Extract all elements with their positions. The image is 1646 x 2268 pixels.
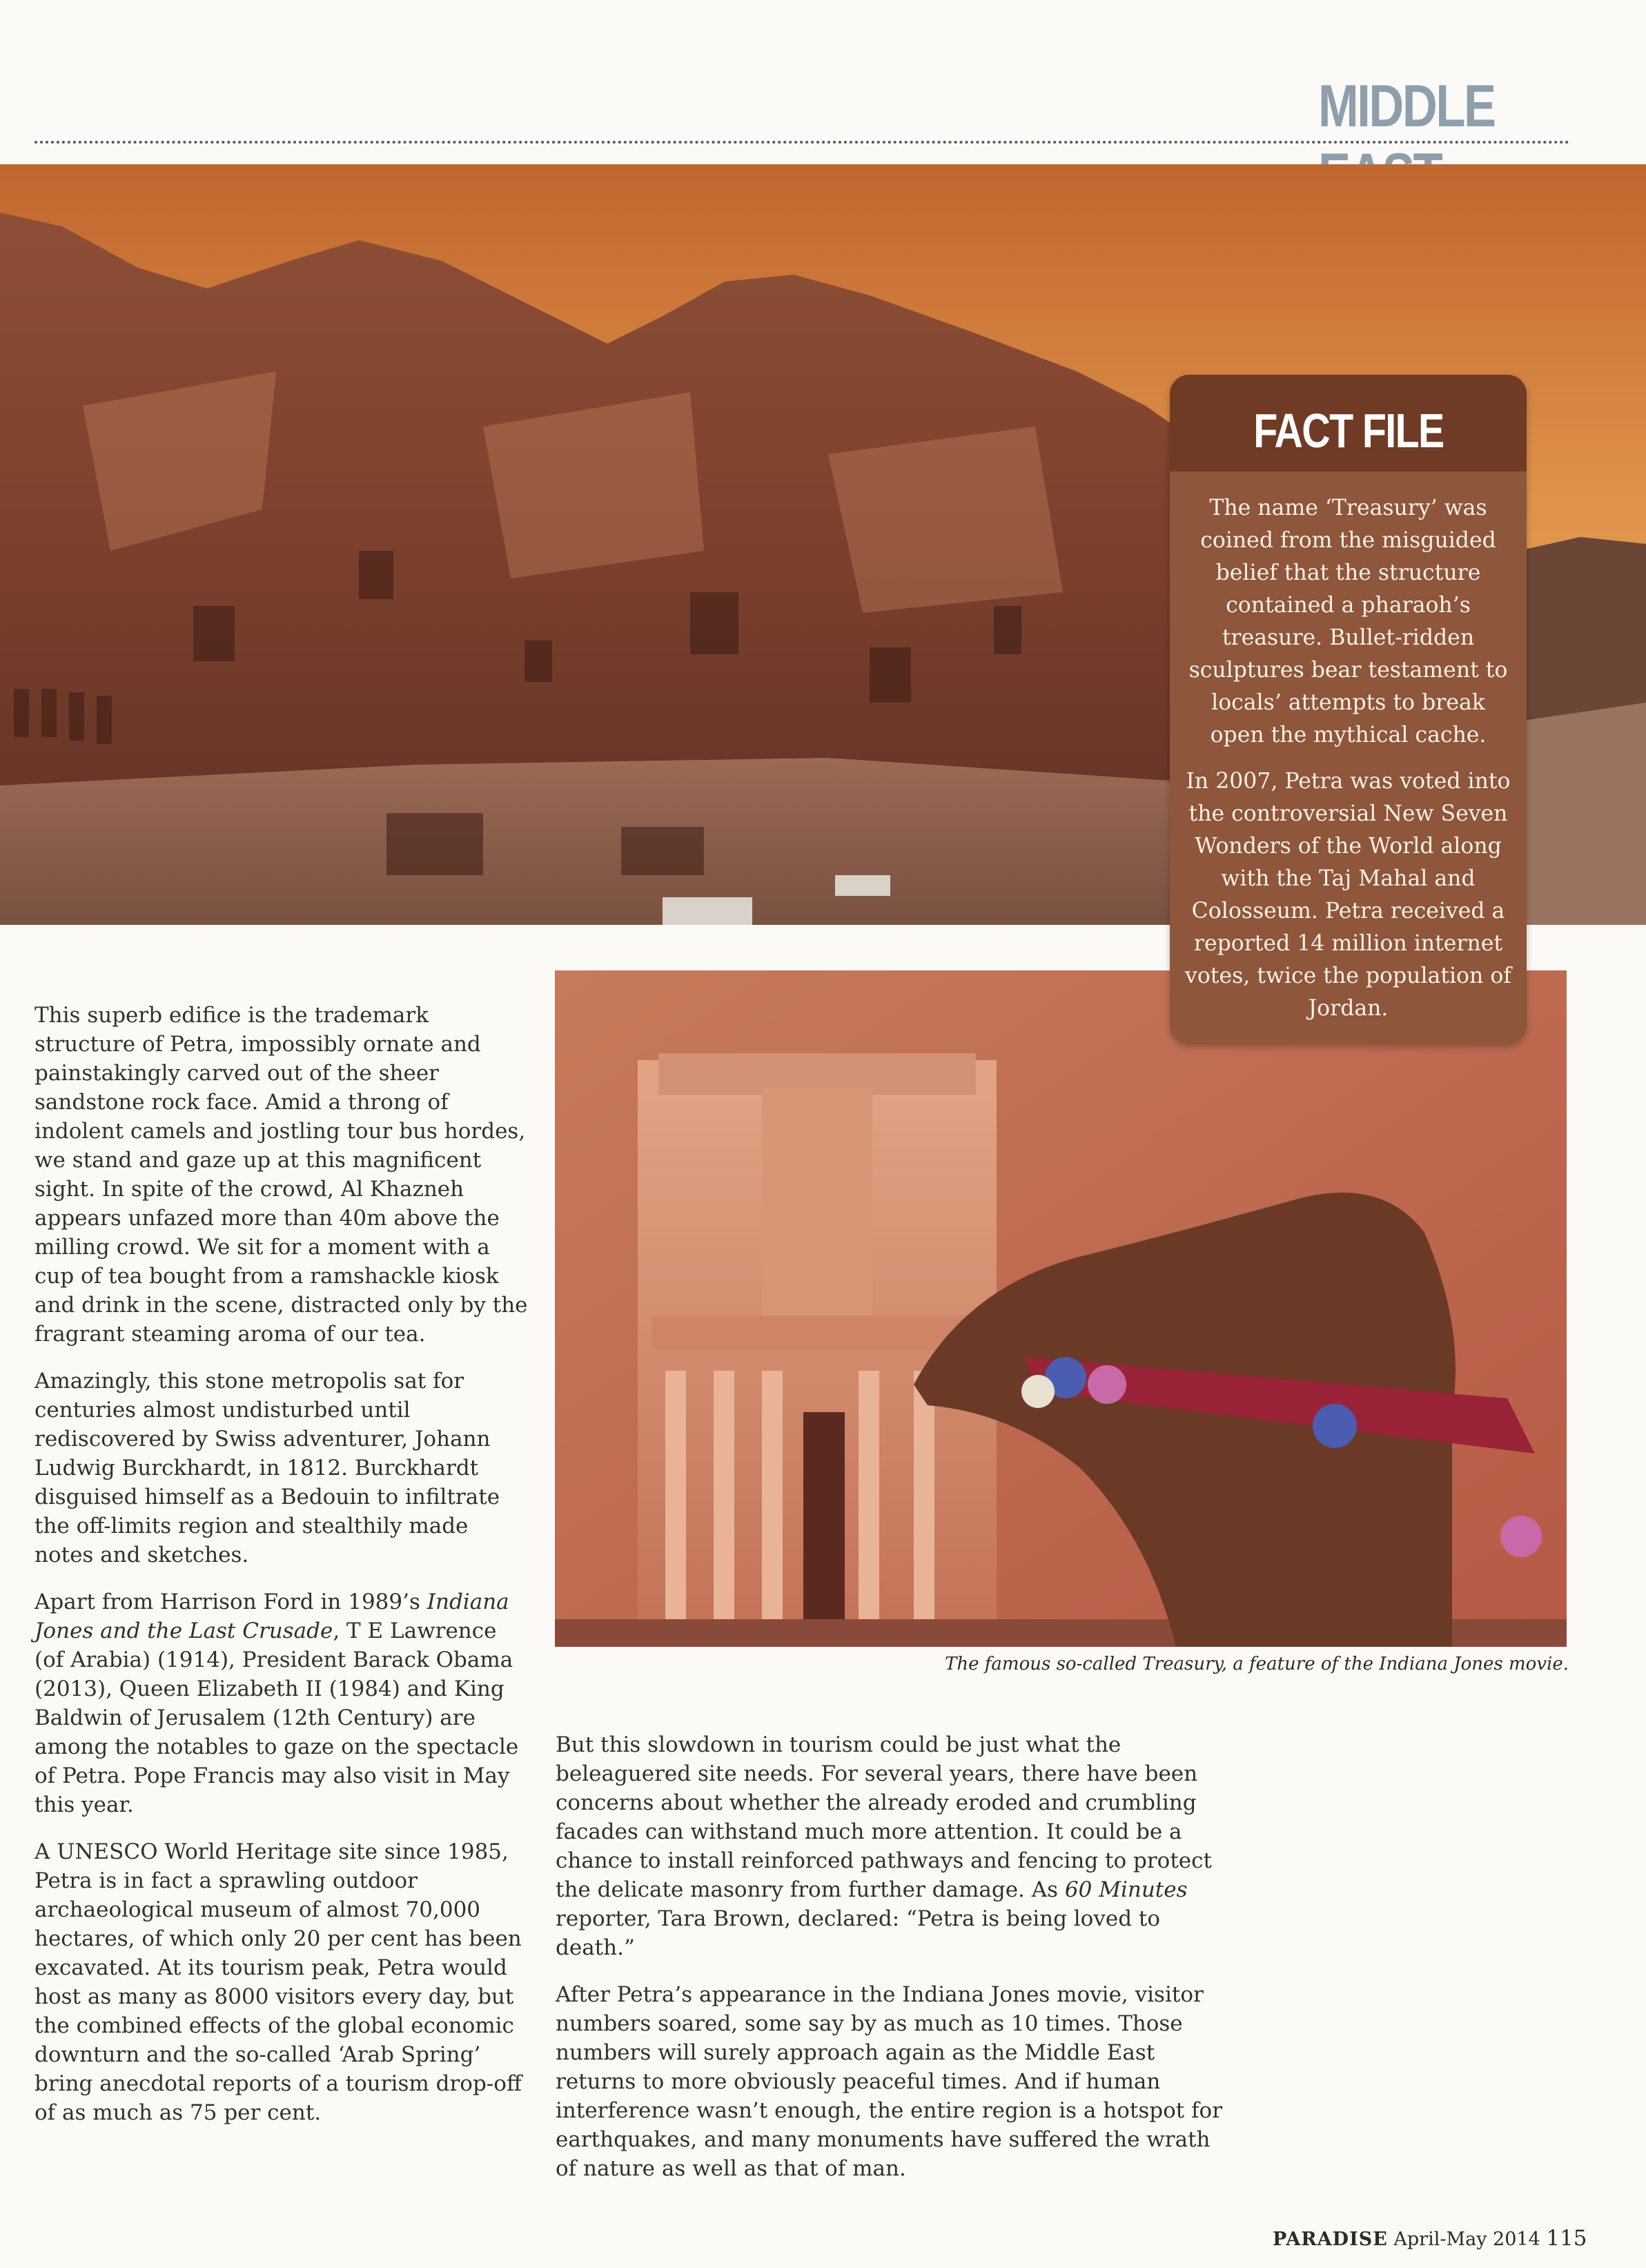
article-paragraph: Amazingly, this stone metropolis sat for centuries almost undisturbed until rediscovered by Swiss adventurer, Johann Ludwig Burckhardt, in 1812. Burckhardt disguised himself as a Bedouin to infiltrate the off-limits region and stealthily made notes and sketches. bbox=[35, 1369, 500, 1567]
film-title: Indiana Jones and the Last Crusade bbox=[35, 1590, 509, 1643]
header-divider bbox=[35, 141, 1570, 144]
text-run: reporter, Tara Brown, declared: “Petra is being loved to death.” bbox=[556, 1906, 1161, 1960]
article-paragraph: This superb edifice is the trademark structure of Petra, impossibly ornate and painstakingly carved out of the sheer sandstone rock face. Amid a throng of indolent camels and jostling tour bus hordes, we stand and gaze up at this magnificent sight. In spite of the crowd, Al Khazneh appears unfazed more than 40m above the milling crowd. We sit for a moment with a cup of tea bought from a ramshackle kiosk and drink in the scene, distracted only by the fragrant steaming aroma of our tea. bbox=[35, 1003, 528, 1347]
text-run: , T E Lawrence (of Arabia) (1914), President Barack Obama (2013), Queen Elizabeth II (1984) and King Baldwin of Jerusalem (12th Century) are among the notables to gaze on the spectacle of Petra. Pope Francis may also visit in May this year. bbox=[35, 1619, 519, 1817]
fact-file-header bbox=[1170, 375, 1527, 471]
fact-file-paragraph: In 2007, Petra was voted into the controversial New Seven Wonders of the World along with the Taj Mahal and Colosseum. Petra received a reported 14 million internet votes, twice the population of Jordan. bbox=[1185, 769, 1511, 1021]
photo-caption: The famous so-called Treasury, a feature of the Indiana Jones movie. bbox=[945, 1654, 1569, 1674]
issue-date: April-May 2014 bbox=[1393, 2229, 1540, 2250]
magazine-name: PARADISE bbox=[1273, 2229, 1388, 2250]
article-paragraph bbox=[556, 1730, 1225, 1962]
article-paragraph: A UNESCO World Heritage site since 1985, Petra is in fact a sprawling outdoor archaeological museum of almost 70,000 hectares, of which only 20 per cent has been excavated. At its tourism peak, Petra would host as many as 8000 visitors every day, but the combined effects of the global economic downturn and the so-called ‘Arab Spring’ bring anecdotal reports of a tourism drop-off of as much as 75 per cent. bbox=[35, 1839, 522, 2125]
page-number: 115 bbox=[1546, 2226, 1587, 2251]
section-label: MIDDLE bbox=[1318, 73, 1495, 139]
page-footer bbox=[1273, 2226, 1587, 2251]
photo-treasury-camel bbox=[555, 970, 1567, 1647]
show-title: 60 Minutes bbox=[1064, 1877, 1188, 1902]
fact-file-paragraph: The name ‘Treasury’ was coined from the misguided belief that the structure contained a pharaoh’s treasure. Bullet-ridden sculptures bear testament to locals’ attempts to break open the mythical cache. bbox=[1188, 496, 1508, 747]
article-paragraph bbox=[35, 1587, 531, 1819]
article-paragraph: After Petra’s appearance in the Indiana Jones movie, visitor numbers soared, some say by as much as 10 times. Those numbers will surely approach again as the Middle East returns to more obviously peaceful times. And if human interference wasn’t enough, the entire region is a hotspot for earthquakes, and many monuments have suffered the wrath of nature as well as that of man. bbox=[556, 1982, 1223, 2181]
article-column-left bbox=[35, 1001, 531, 2145]
text-run: Apart from Harrison Ford in 1989’s bbox=[35, 1590, 427, 1614]
text-run: But this slowdown in tourism could be just what the beleaguered site needs. For several years, there have been concerns about whether the already eroded and crumbling facades can withstand much more attention. It could be a chance to install reinforced pathways and fencing to protect the delicate masonry from further damage. As bbox=[556, 1732, 1212, 1902]
fact-file-title: FACT FILE bbox=[1253, 404, 1444, 458]
article-column-right bbox=[556, 1730, 1225, 2201]
fact-file-box bbox=[1170, 375, 1527, 1044]
